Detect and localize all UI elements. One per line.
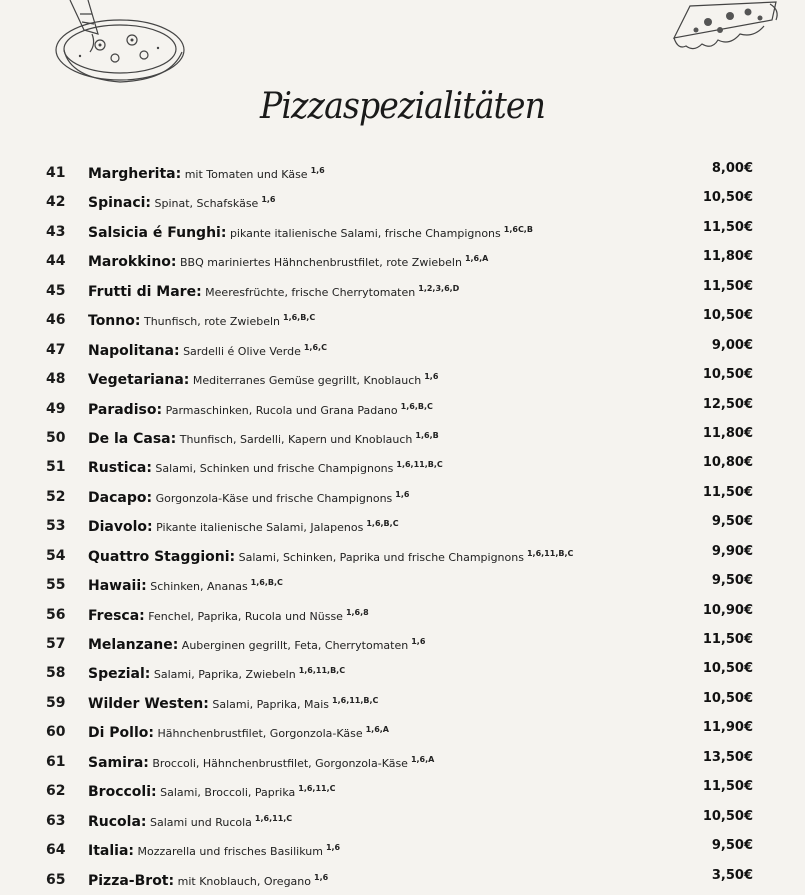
item-description-line — [88, 313, 315, 329]
item-price: 10,50€ — [702, 661, 753, 677]
item-name: Tonno: — [88, 313, 141, 330]
menu-item — [0, 777, 805, 806]
item-allergens: 1,6,11,B,C — [332, 695, 379, 705]
menu-item — [0, 807, 805, 836]
menu-item — [0, 483, 805, 512]
item-price: 9,90€ — [711, 543, 753, 559]
item-description: Schinken, Ananas — [150, 580, 248, 594]
item-description: Broccoli, Hähnchenbrustfilet, Gorgonzola-Käse — [152, 756, 408, 770]
item-name: Margherita: — [88, 166, 182, 182]
item-number: 55 — [46, 577, 66, 594]
item-description-line — [88, 578, 283, 594]
item-number: 64 — [46, 842, 66, 859]
item-allergens: 1,6,B — [415, 430, 439, 440]
item-number: 46 — [46, 312, 66, 329]
item-price: 13,50€ — [702, 749, 753, 765]
item-description-line — [88, 725, 389, 741]
item-price: 8,00€ — [711, 161, 753, 176]
menu-item — [0, 159, 805, 188]
item-description-line — [88, 372, 438, 388]
menu-item — [0, 512, 805, 541]
item-name: De la Casa: — [88, 430, 177, 447]
menu-item — [0, 453, 805, 482]
item-allergens: 1,6,11,C — [298, 784, 336, 794]
item-number: 61 — [46, 753, 66, 770]
item-price: 9,50€ — [711, 514, 753, 530]
item-price: 11,50€ — [702, 219, 753, 235]
item-price: 11,80€ — [702, 425, 753, 441]
item-description-line — [88, 343, 327, 359]
item-description-line — [88, 519, 399, 535]
menu-item — [0, 365, 805, 394]
item-price: 10,80€ — [702, 455, 753, 471]
item-price: 10,90€ — [702, 602, 753, 618]
item-name: Paradiso: — [88, 401, 163, 418]
item-description-line — [88, 873, 328, 889]
item-number: 44 — [46, 253, 66, 270]
item-allergens: 1,6,B,C — [283, 313, 316, 323]
item-allergens: 1,6 — [395, 489, 410, 499]
item-description: Salami, Schinken und frische Champignons — [155, 462, 394, 476]
menu-list — [0, 159, 805, 895]
item-description-line — [88, 814, 292, 830]
item-description: Mediterranes Gemüse gegrillt, Knoblauch — [192, 374, 422, 388]
item-price: 11,50€ — [702, 484, 753, 500]
item-number: 45 — [46, 282, 66, 299]
item-name: Wilder Westen: — [88, 695, 209, 712]
item-description: Auberginen gegrillt, Feta, Cherrytomaten — [181, 639, 409, 652]
item-description-line — [88, 195, 276, 211]
item-allergens: 1,6,11,C — [254, 813, 293, 823]
item-allergens: 1,6,A — [464, 254, 489, 264]
item-number: 58 — [46, 665, 66, 682]
item-description: Mozzarella und frisches Basilikum — [137, 845, 323, 859]
item-number: 65 — [46, 871, 66, 888]
item-allergens: 1,6,8 — [345, 607, 369, 617]
page-title: Pizzaspezialitäten — [259, 86, 546, 127]
item-name: Spinaci: — [88, 195, 152, 212]
item-description: mit Knoblauch, Oregano — [177, 874, 312, 888]
item-allergens: 1,6 — [314, 872, 329, 882]
menu-item — [0, 601, 805, 630]
item-name: Spezial: — [88, 666, 151, 683]
item-price: 10,50€ — [702, 690, 753, 706]
item-description: Spinat, Schafskäse — [154, 197, 259, 211]
menu-item — [0, 395, 805, 424]
item-description-line — [88, 284, 459, 300]
item-description-line — [88, 696, 378, 712]
item-price: 12,50€ — [702, 396, 753, 412]
item-allergens: 1,6,B,C — [400, 401, 433, 411]
item-description: Hähnchenbrustfilet, Gorgonzola-Käse — [157, 727, 363, 741]
item-description: Parmaschinken, Rucola und Grana Padano — [165, 403, 398, 417]
item-number: 47 — [46, 341, 66, 358]
item-allergens: 1,6 — [310, 166, 325, 175]
item-number: 43 — [46, 223, 66, 240]
item-description: Fenchel, Paprika, Rucola und Nüsse — [148, 609, 343, 623]
item-description: Pikante italienische Salami, Jalapenos — [156, 521, 364, 535]
item-description-line — [88, 843, 340, 859]
item-allergens: 1,6 — [411, 637, 426, 646]
item-number: 50 — [46, 429, 66, 446]
item-description: Salami, Schinken, Paprika und frische Champignons — [238, 550, 524, 564]
item-name: Quattro Staggioni: — [88, 548, 236, 565]
item-description: Gorgonzola-Käse und frische Champignons — [155, 491, 393, 505]
item-description: mit Tomaten und Käse — [184, 168, 308, 181]
item-description-line — [88, 784, 336, 800]
item-description-line — [88, 666, 345, 682]
item-description: Thunfisch, rote Zwiebeln — [143, 315, 280, 329]
item-name: Di Pollo: — [88, 725, 154, 742]
item-number: 54 — [46, 547, 66, 564]
item-price: 10,50€ — [702, 808, 753, 824]
item-allergens: 1,6 — [261, 195, 276, 205]
item-name: Marokkino: — [88, 254, 177, 271]
item-number: 60 — [46, 724, 66, 741]
menu-item — [0, 630, 805, 659]
item-allergens: 1,6C,B — [503, 224, 533, 234]
item-name: Vegetariana: — [88, 372, 190, 389]
item-allergens: 1,6,B,C — [250, 578, 283, 588]
item-price: 11,50€ — [702, 278, 753, 294]
item-number: 63 — [46, 812, 66, 829]
item-name: Napolitana: — [88, 342, 180, 359]
menu-item — [0, 689, 805, 718]
item-description-line — [88, 608, 369, 624]
item-allergens: 1,6,11,B,C — [396, 460, 443, 470]
item-allergens: 1,6 — [325, 843, 341, 853]
item-price: 11,50€ — [702, 632, 753, 647]
item-allergens: 1,2,3,6,D — [418, 283, 460, 293]
item-description-line — [88, 755, 434, 771]
item-name: Pizza-Brot: — [88, 872, 175, 889]
item-number: 56 — [46, 606, 66, 623]
item-price: 10,50€ — [702, 308, 753, 324]
pizza-slice-sketch-icon — [668, 0, 784, 56]
item-description: pikante italienische Salami, frische Champignons — [229, 226, 501, 240]
item-price: 11,90€ — [702, 720, 753, 736]
menu-item — [0, 218, 805, 247]
item-name: Hawaii: — [88, 578, 147, 595]
item-number: 42 — [46, 194, 66, 211]
menu-item — [0, 659, 805, 688]
menu-item — [0, 277, 805, 306]
item-description-line — [88, 254, 488, 270]
menu-item — [0, 571, 805, 600]
item-allergens: 1,6,11,B,C — [298, 666, 346, 676]
item-price: 9,50€ — [711, 573, 753, 589]
item-name: Salsicia é Funghi: — [88, 224, 227, 241]
item-name: Diavolo: — [88, 519, 153, 536]
item-number: 52 — [46, 488, 66, 505]
item-description: Salami und Rucola — [150, 815, 252, 829]
item-allergens: 1,6,A — [410, 754, 435, 764]
pizza-sketch-icon — [40, 0, 190, 88]
item-name: Fresca: — [88, 607, 145, 624]
menu-item — [0, 836, 805, 865]
item-description-line — [88, 549, 573, 565]
item-description-line — [88, 637, 425, 653]
item-description: Meeresfrüchte, frische Cherrytomaten — [205, 285, 416, 299]
item-number: 51 — [46, 459, 66, 476]
item-price: 10,50€ — [702, 190, 753, 206]
item-name: Rucola: — [88, 813, 147, 830]
item-price: 3,50€ — [711, 867, 753, 883]
item-description-line — [88, 490, 409, 506]
item-price: 10,50€ — [702, 367, 753, 383]
item-allergens: 1,6,C — [303, 342, 327, 352]
item-name: Dacapo: — [88, 489, 153, 506]
item-description-line — [88, 431, 439, 447]
item-description-line — [88, 166, 325, 182]
item-number: 57 — [46, 636, 66, 652]
item-description: Salami, Broccoli, Paprika — [160, 786, 296, 800]
item-price: 9,50€ — [711, 838, 753, 854]
item-number: 53 — [46, 518, 66, 535]
menu-item — [0, 188, 805, 217]
item-number: 62 — [46, 783, 66, 800]
item-description: Sardelli é Olive Verde — [183, 344, 301, 358]
item-allergens: 1,6 — [424, 372, 439, 382]
item-price: 9,00€ — [711, 337, 753, 353]
menu-item — [0, 306, 805, 335]
item-number: 59 — [46, 694, 66, 711]
item-number: 48 — [46, 371, 66, 388]
item-allergens: 1,6,B,C — [366, 519, 399, 529]
menu-item — [0, 424, 805, 453]
item-number: 41 — [46, 165, 66, 181]
menu-item — [0, 718, 805, 747]
item-description: Salami, Paprika, Zwiebeln — [153, 668, 296, 682]
item-allergens: 1,6,11,B,C — [526, 548, 574, 558]
item-name: Broccoli: — [88, 784, 157, 801]
item-description-line — [88, 225, 533, 241]
item-name: Frutti di Mare: — [88, 283, 202, 300]
item-name: Samira: — [88, 754, 149, 771]
menu-item — [0, 748, 805, 777]
item-name: Melanzane: — [88, 637, 179, 653]
item-description: Thunfisch, Sardelli, Kapern und Knoblauch — [179, 432, 413, 446]
item-allergens: 1,6,A — [365, 725, 389, 735]
menu-item — [0, 542, 805, 571]
item-description-line — [88, 402, 433, 418]
item-name: Rustica: — [88, 460, 152, 477]
item-name: Italia: — [88, 843, 134, 860]
menu-item — [0, 866, 805, 895]
item-number: 49 — [46, 400, 66, 417]
item-price: 11,50€ — [702, 779, 753, 795]
menu-item — [0, 336, 805, 365]
menu-item — [0, 247, 805, 276]
item-description: BBQ mariniertes Hähnchenbrustfilet, rote Zwiebeln — [180, 256, 462, 270]
item-description: Salami, Paprika, Mais — [212, 697, 330, 711]
item-price: 11,80€ — [702, 249, 753, 265]
item-description-line — [88, 460, 443, 476]
